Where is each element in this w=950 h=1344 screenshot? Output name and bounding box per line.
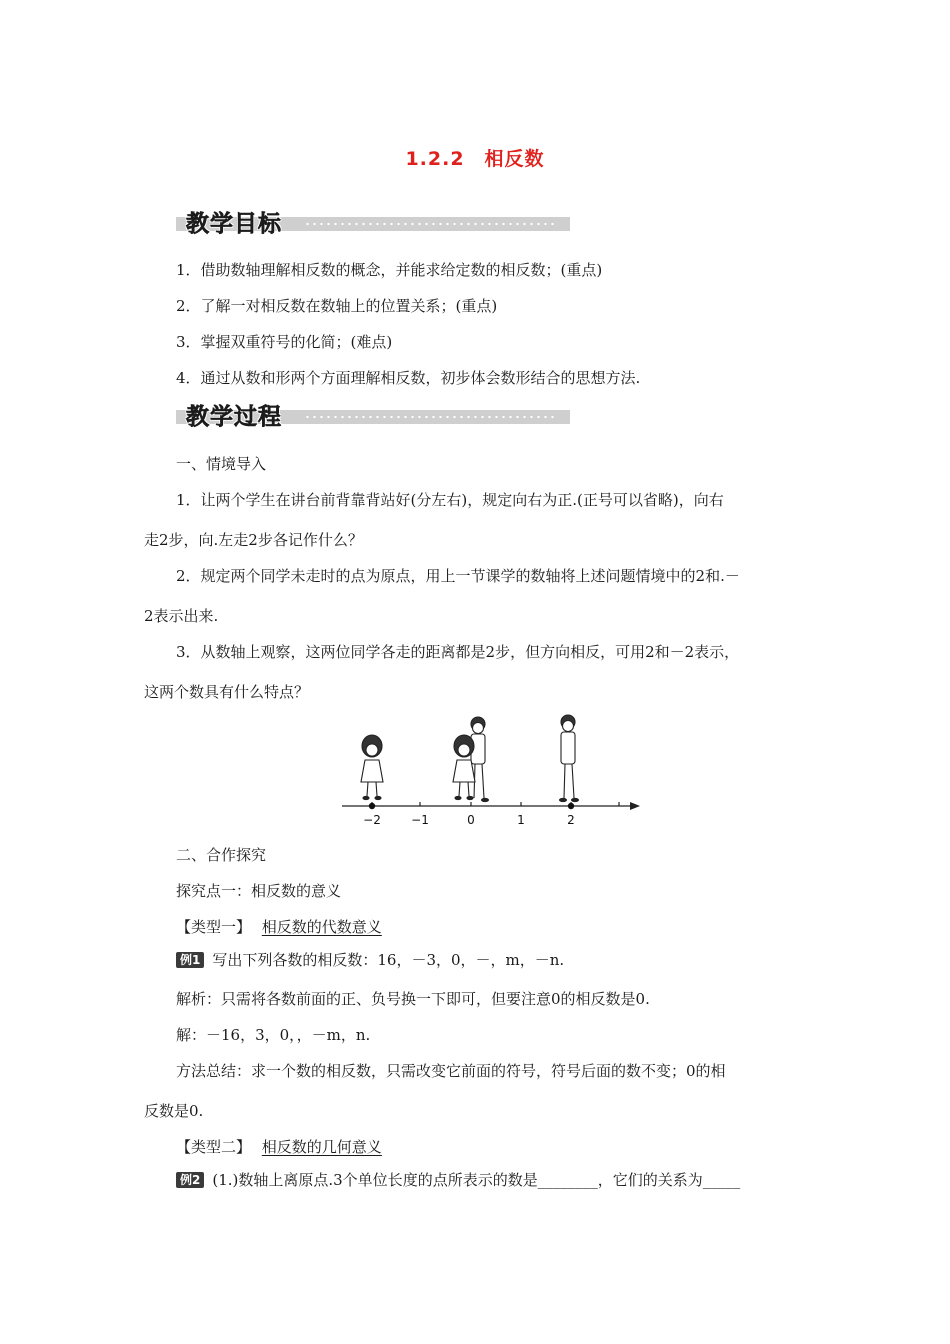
boy-figure-right (560, 715, 579, 802)
goal-item: 1．借助数轴理解相反数的概念，并能求给定数的相反数；(重点) (176, 261, 603, 279)
banner-dots (304, 222, 554, 226)
paragraph-line: 2．规定两个同学未走时的点为原点，用上一节课学的数轴将上述问题情境中的2和.－ (176, 567, 740, 585)
point-2 (568, 803, 574, 809)
type1-heading (176, 917, 382, 937)
type1-title: 相反数的代数意义 (261, 918, 382, 936)
analysis-text: 解析：只需将各数前面的正、负号换一下即可，但要注意0的相反数是0. (176, 990, 650, 1008)
children-figures-origin (453, 717, 489, 802)
number-line-illustration (336, 712, 648, 830)
explore-point-heading: 探究点一：相反数的意义 (176, 882, 342, 900)
paragraph-line: 2表示出来. (144, 607, 219, 625)
point-minus-2 (369, 803, 375, 809)
example-2-text: (1.)数轴上离原点.3个单位长度的点所表示的数是________，它们的关系为_____ (212, 1171, 741, 1189)
page-title: 1.2.2 相反数 (405, 148, 545, 170)
tick-label: 2 (567, 813, 575, 827)
part2-heading: 二、合作探究 (176, 846, 267, 864)
example-2-tag: 例2 (176, 1172, 204, 1188)
example-1 (176, 950, 564, 970)
solution-text: 解：－16，3，0，，－m，n. (176, 1026, 371, 1044)
section-banner-process (176, 401, 570, 429)
section-heading-process: 教学过程 (186, 404, 282, 430)
method-summary-line: 反数是0. (144, 1102, 204, 1120)
goal-item: 4．通过从数和形两个方面理解相反数，初步体会数形结合的思想方法. (176, 369, 641, 387)
tick-label: 0 (467, 813, 475, 827)
paragraph-line: 这两个数具有什么特点？ (144, 683, 310, 701)
type2-title: 相反数的几何意义 (261, 1138, 382, 1156)
type1-label: 【类型一】 (176, 918, 252, 936)
axis-arrow-icon (630, 802, 640, 810)
girl-figure-left (361, 735, 383, 800)
type2-heading (176, 1137, 382, 1157)
paragraph-line: 走2步，向.左走2步各记作什么？ (144, 531, 363, 549)
tick-label: −1 (411, 813, 429, 827)
method-summary-line: 方法总结：求一个数的相反数，只需改变它前面的符号，符号后面的数不变；0的相 (176, 1062, 726, 1080)
goal-item: 2．了解一对相反数在数轴上的位置关系；(重点) (176, 297, 498, 315)
part1-heading: 一、情境导入 (176, 455, 267, 473)
goal-item: 3．掌握双重符号的化简；(难点) (176, 333, 393, 351)
example-2 (176, 1170, 740, 1190)
paragraph-line: 1．让两个学生在讲台前背靠背站好(分左右)，规定向右为正.(正号可以省略)，向右 (176, 491, 724, 509)
section-banner-goals (176, 208, 570, 236)
tick-label: −2 (363, 813, 381, 827)
banner-dots (304, 415, 554, 419)
type2-label: 【类型二】 (176, 1138, 252, 1156)
section-heading-goals: 教学目标 (186, 211, 282, 237)
example-1-text: 写出下列各数的相反数：16，－3，0，－，m，－n. (212, 951, 565, 969)
paragraph-line: 3．从数轴上观察，这两位同学各走的距离都是2步，但方向相反，可用2和－2表示， (176, 643, 740, 661)
example-1-tag: 例1 (176, 952, 204, 968)
tick-label: 1 (517, 813, 525, 827)
